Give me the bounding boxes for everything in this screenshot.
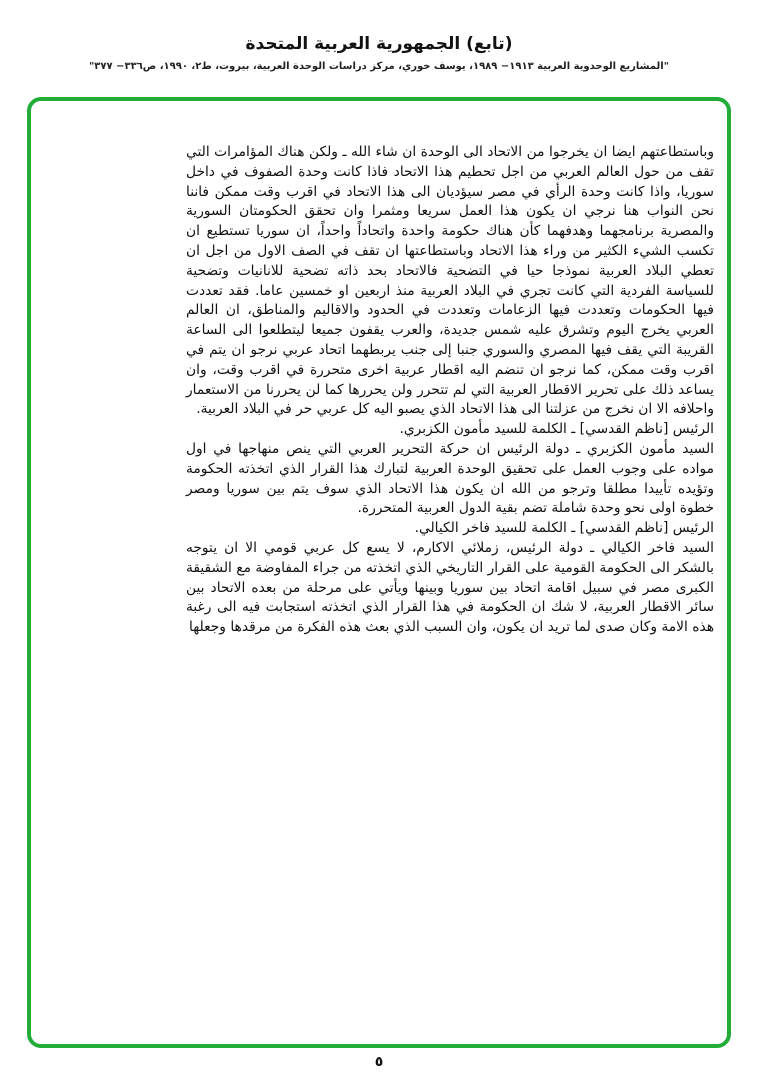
body-text-block (186, 143, 714, 638)
page-footer (0, 1051, 758, 1070)
document-title: (تابع) الجمهورية العربية المتحدة (245, 34, 513, 54)
source-citation: "المشاريع الوحدوية العربية ١٩١٣− ١٩٨٩، يوسف خوري، مركز دراسات الوحدة العربية، بيروت، ط٢، ١٩٩٠، ص٣٣٦− ٣٧٧" (89, 61, 669, 72)
speaker-line: الرئيس [ناظم القدسي] ـ الكلمة للسيد فاخر الكيالي. (414, 520, 714, 537)
speaker-line: الرئيس [ناظم القدسي] ـ الكلمة للسيد مأمون الكزبري. (399, 421, 714, 438)
page-number: ٥ (374, 1054, 384, 1070)
body-paragraph: السيد فاخر الكيالي ـ دولة الرئيس، زملائي الاكارم، لا يسع كل عربي قومي الا ان يتوجه بالشكر الى الحكومة القومية على القرار التاريخي الذي اتخذته من جراء المفاوضة مع الشقيقة الكبرى مصر في سبيل اقامة اتحاد بين سوريا وبينها ويأتي على مرحلة من بعده الاتحاد بين سائر الاقطار العربية، لا شك ان الحكومة في هذا القرار الذي اتخذته استجابت فيه الى رغبة هذه الامة وكان صدى لما تريد ان يكون، وان السبب الذي بعث هذه الفكرة من مرقدها وجعلها (186, 539, 714, 636)
page-header (0, 34, 758, 72)
body-paragraph: وباستطاعتهم ايضا ان يخرجوا من الاتحاد الى الوحدة ان شاء الله ـ ولكن هناك المؤامرات التي تقف من حول العالم العربي من اجل تحطيم هذا الاتحاد فاذا كانت وحدة الصفوف في داخل سوريا، واذا كانت وحدة الرأي في مصر سيؤديان الى هذا الاتحاد في اقرب وقت ممكن فاننا نحن النواب هنا نرجي ان يكون هذا العمل سريعا ومثمرا وان تحقق الحكومتان السورية والمصرية برنامجهما وهدفهما كأن هناك حكومة واحدة واتحاداً واحداً، ان سوريا تستطيع ان تكسب الشيء الكثير من وراء هذا الاتحاد وباستطاعتها ان تقف في الصف الاول من اجل ان تعطي البلاد العربية نموذجا حيا في التضحية فالاتحاد بحد ذاته تضحية للانانيات وتضحية للسياسة الفردية التي كانت تجري في البلاد العربية منذ اربعين او خمسين عاما. فقد تعددت فيها الحكومات وتعددت فيها الزعامات وتعددت في الحدود والاقاليم والمناطق، ان العالم العربي يخرج اليوم وتشرق عليه شمس جديدة، والعرب يقفون جميعا ليتطلعوا الى الساعة القريبة التي يقف فيها المصري والسوري جنبا إلى جنب يربطهما اتحاد عربي نرجو ان يتم في اقرب وقت ممكن، كما نرجو ان تنضم اليه اقطار عربية اخرى متحررة في اقرب وقت، وان يساعد ذلك على تحرير الاقطار العربية التي لم تتحرر ولن يحررها كما لن يحررنا من الاستعمار واحلافه الا ان نخرج من عزلتنا الى هذا الاتحاد الذي يصبو اليه كل عربي حر في البلاد العربية. (186, 144, 714, 418)
body-paragraph: السيد مأمون الكزبري ـ دولة الرئيس ان حركة التحرير العربي التي ينص منهاجها في اول مواده على وجوب العمل على تحقيق الوحدة العربية لتبارك هذا القرار الذي اتخذته الحكومة وتؤيده تأييدا مطلقا وترجو من الله ان يكون هذا الاتحاد الذي سوف يتم بين سوريا ومصر خطوة اولى نحو وحدة شاملة تضم بقية الدول العربية المتحررة. (186, 440, 714, 517)
